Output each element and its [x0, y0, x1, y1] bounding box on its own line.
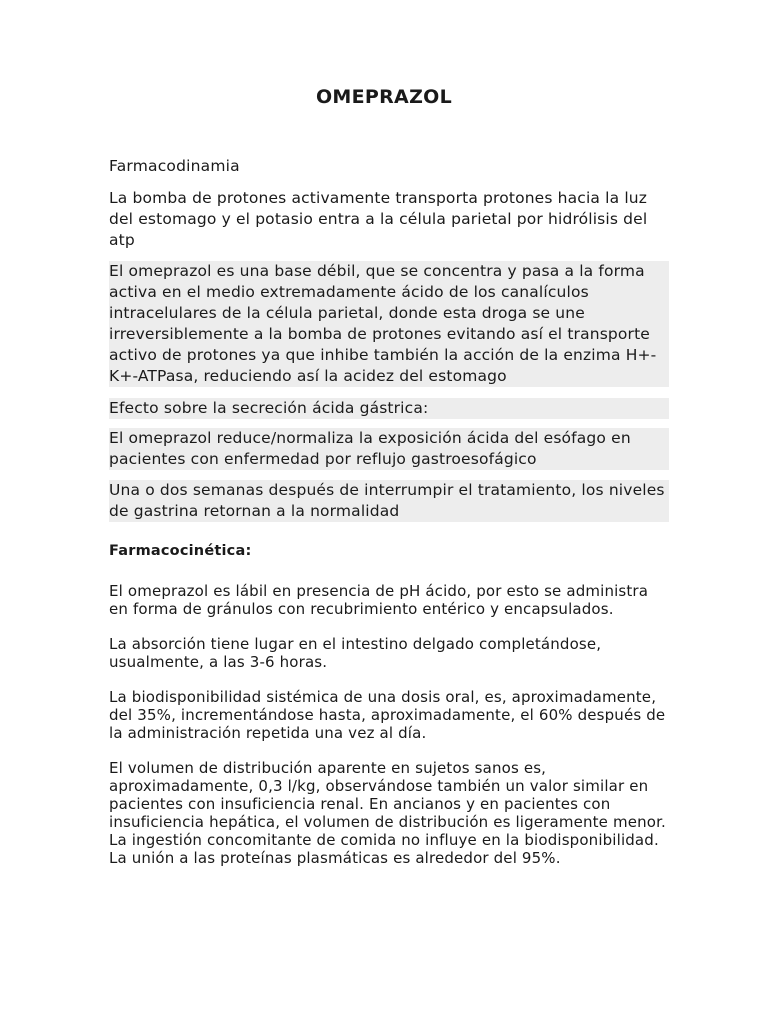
paragraph-absorcion: La absorción tiene lugar en el intestino delgado completándose, usualmente, a las 3-6 horas. [109, 635, 602, 671]
paragraph-reduce-exposicion: El omeprazol reduce/normaliza la exposición ácida del esófago en pacientes con enfermedad por reflujo gastroesofágico [109, 428, 669, 470]
section-heading-farmacodinamia: Farmacodinamia [109, 157, 240, 175]
document-body [109, 155, 669, 867]
paragraph-omeprazol-base-debil: El omeprazol es una base débil, que se concentra y pasa a la forma activa en el medio extremadamente ácido de los canalículos intracelulares de la célula parietal, donde esta droga se une irreversiblemente a la bomba de protones evitando así el transporte activo de protones ya que inhibe también la acción de la enzima H+-K+-ATPasa, reduciendo así la acidez del estomago [109, 261, 669, 387]
paragraph-bomba-protones: La bomba de protones activamente transporta protones hacia la luz del estomago y el potasio entra a la célula parietal por hidrólisis del atp [109, 189, 648, 249]
document-title: OMEPRAZOL [315, 86, 453, 108]
paragraph-semanas-gastrina: Una o dos semanas después de interrumpir el tratamiento, los niveles de gastrina retornan a la normalidad [109, 480, 669, 522]
paragraph-biodisponibilidad: La biodisponibilidad sistémica de una dosis oral, es, aproximadamente, del 35%, incrementándose hasta, aproximadamente, el 60% después de la administración repetida una vez al día. [109, 688, 666, 742]
section-heading-farmacocinetica: Farmacocinética: [109, 543, 252, 559]
paragraph-volumen-distribucion: El volumen de distribución aparente en sujetos sanos es, aproximadamente, 0,3 l/kg, observándose también un valor similar en pacientes con insuficiencia renal. En ancianos y en pacientes con insuficiencia hepática, el volumen de distribución es ligeramente menor. La ingestión concomitante de comida no influye en la biodisponibilidad. La unión a las proteínas plasmáticas es alrededor del 95%. [109, 759, 666, 867]
paragraph-labil-ph: El omeprazol es lábil en presencia de pH ácido, por esto se administra en forma de gránulos con recubrimiento entérico y encapsulados. [109, 582, 649, 618]
section-heading-efecto: Efecto sobre la secreción ácida gástrica: [109, 398, 669, 419]
